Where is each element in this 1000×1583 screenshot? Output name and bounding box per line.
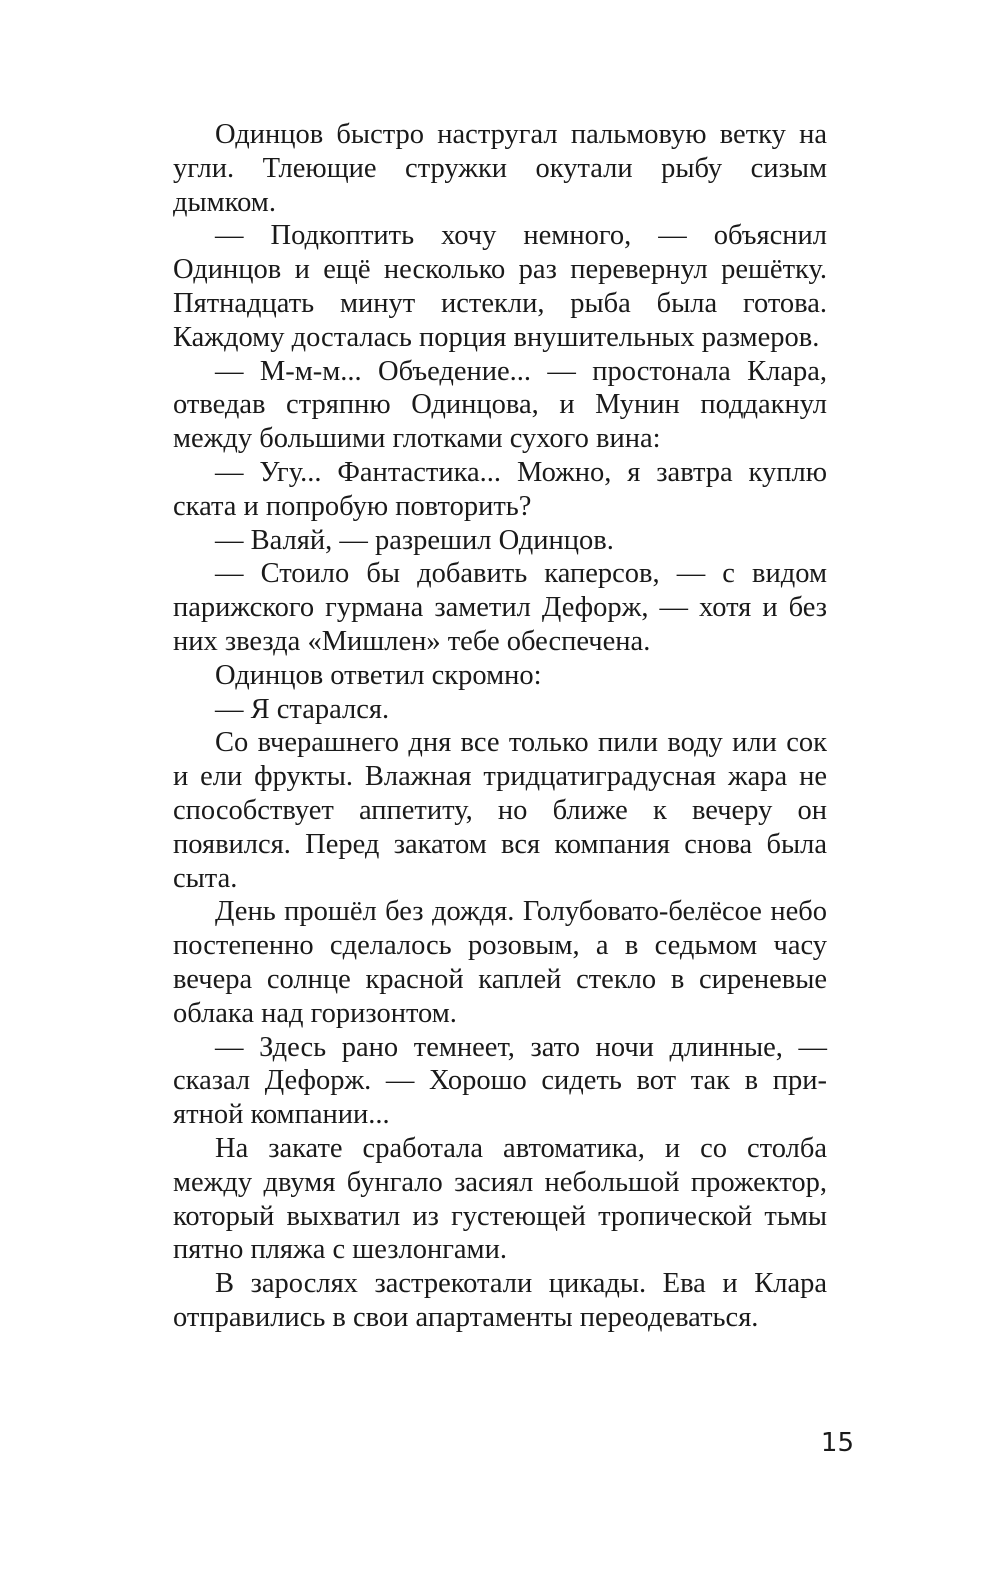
- paragraph: — Подкоптить хочу немного, — объяснил Одинцов и ещё несколько раз перевернул решётку. Пятнадцать минут истекли, рыба была готова. Каждому досталась порция внушительных размеров.: [173, 220, 827, 353]
- page-text: [173, 118, 827, 1335]
- paragraph: На закате сработала автоматика, и со столба между двумя бунгало засиял небольшой прожектор, который выхватил из густеющей тропической тьмы пятно пляжа с шезлонгами.: [173, 1132, 827, 1266]
- paragraph: — Угу... Фантастика... Можно, я завтра куплю ската и попробую повторить?: [173, 456, 827, 522]
- paragraph: — Здесь рано темнеет, зато ночи длинные, — сказал Дефорж. — Хорошо сидеть вот так в приятной компании...: [173, 1031, 827, 1131]
- paragraph: — Я старался.: [215, 693, 390, 725]
- paragraph: — Стоило бы добавить каперсов, — с видом парижского гурмана заметил Дефорж, — хотя и без них звезда «Мишлен» тебе обеспечена.: [173, 558, 827, 657]
- paragraph: В зарослях застрекотали цикады. Ева и Клара отправились в свои апартаменты переодеваться.: [173, 1268, 827, 1333]
- paragraph: День прошёл без дождя. Голубовато-белёсое небо постепенно сделалось розовым, а в седьмом часу вечера солнце красной каплей стекло в сиреневые облака над горизонтом.: [173, 896, 827, 1029]
- paragraph: — М-м-м... Объедение... — простонала Клара, отведав стряпню Одинцова, и Мунин поддакнул между большими глотками сухого вина:: [173, 355, 827, 455]
- paragraph: — Валяй, — разрешил Одинцов.: [215, 524, 614, 556]
- paragraph: Одинцов быстро настругал пальмовую ветку на угли. Тлеющие стружки окутали рыбу сизым дымком.: [173, 119, 827, 218]
- paragraph: Одинцов ответил скромно:: [215, 659, 542, 691]
- paragraph: Со вчерашнего дня все только пили воду или сок и ели фрукты. Влажная тридцатиградусная жара не способствует аппетиту, но ближе к вечеру он появился. Перед закатом вся компания снова была сыта.: [173, 727, 827, 894]
- page-number: 15: [820, 1428, 854, 1458]
